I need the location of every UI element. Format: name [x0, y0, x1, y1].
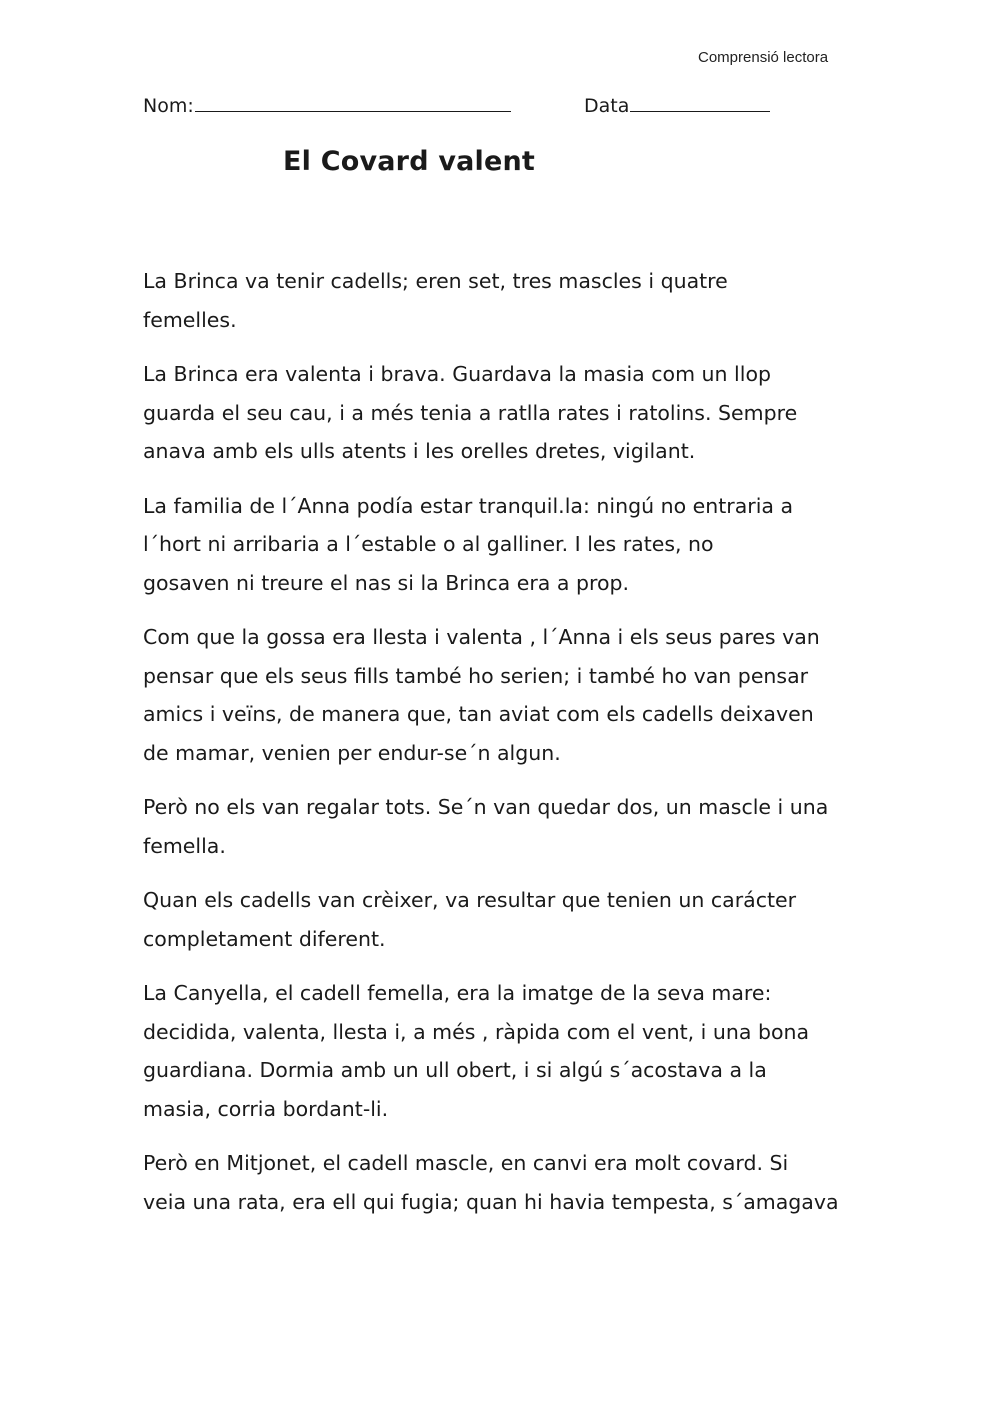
page-title: El Covard valent	[283, 146, 536, 177]
text-line: completament diferent.	[143, 926, 386, 951]
paragraph	[143, 618, 863, 772]
text-line: masia, corria bordant-li.	[143, 1096, 389, 1121]
paragraph	[143, 262, 863, 339]
text-line: La Brinca va tenir cadells; eren set, tres mascles i quatre	[143, 269, 728, 293]
text-line: Però en Mitjonet, el cadell mascle, en canvi era molt covard. Si	[143, 1151, 789, 1175]
text-line: de mamar, venien per endur-se´n algun.	[143, 740, 561, 765]
text-line: gosaven ni treure el nas si la Brinca era a prop.	[143, 570, 630, 595]
date-field[interactable]	[584, 95, 770, 117]
text-line: guarda el seu cau, i a més tenia a ratlla rates i ratolins. Sempre	[143, 400, 798, 425]
name-field[interactable]	[143, 95, 511, 117]
text-line: Però no els van regalar tots. Se´n van quedar dos, un mascle i una	[143, 795, 829, 819]
date-blank-line[interactable]	[630, 95, 770, 112]
paragraph	[143, 355, 863, 471]
text-line: femella.	[143, 833, 226, 858]
text-line: La Canyella, el cadell femella, era la imatge de la seva mare:	[143, 981, 772, 1005]
paragraph	[143, 487, 863, 603]
text-line: veia una rata, era ell qui fugia; quan hi havia tempesta, s´amagava	[143, 1189, 839, 1214]
text-line: decidida, valenta, llesta i, a més , ràpida com el vent, i una bona	[143, 1019, 810, 1044]
text-line: femelles.	[143, 307, 237, 332]
paragraph	[143, 788, 863, 865]
text-line: Quan els cadells van crèixer, va resultar que tenien un carácter	[143, 888, 797, 912]
worksheet-header-label: Comprensió lectora	[698, 49, 829, 66]
text-line: pensar que els seus fills també ho serien; i també ho van pensar	[143, 663, 809, 688]
text-line: guardiana. Dormia amb un ull obert, i si algú s´acostava a la	[143, 1058, 767, 1082]
paragraph	[143, 1144, 863, 1221]
date-label: Data	[584, 95, 630, 117]
text-line: Com que la gossa era llesta i valenta , l´Anna i els seus pares van	[143, 625, 820, 649]
paragraph	[143, 881, 863, 958]
reading-text	[143, 262, 863, 1237]
text-line: anava amb els ulls atents i les orelles dretes, vigilant.	[143, 439, 696, 463]
text-line: La familia de l´Anna podía estar tranquil.la: ningú no entraria a	[143, 493, 794, 518]
text-line: l´hort ni arribaria a l´estable o al galliner. I les rates, no	[143, 532, 714, 556]
text-line: amics i veïns, de manera que, tan aviat com els cadells deixaven	[143, 702, 814, 726]
text-line: La Brinca era valenta i brava. Guardava la masia com un llop	[143, 362, 772, 386]
name-label: Nom:	[143, 95, 194, 117]
name-blank-line[interactable]	[195, 95, 511, 112]
paragraph	[143, 974, 863, 1128]
